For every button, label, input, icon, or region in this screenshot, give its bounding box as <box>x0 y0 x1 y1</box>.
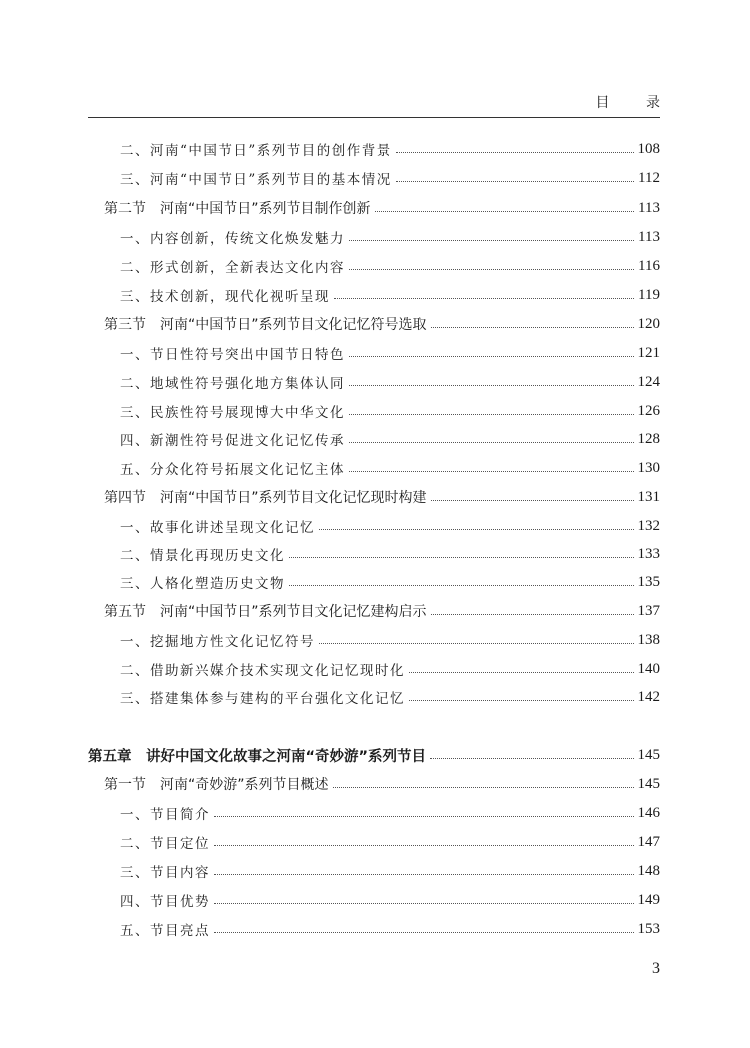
toc-entry-title: 一、内容创新，传统文化焕发魅力 <box>120 231 345 247</box>
dot-leader <box>214 932 634 933</box>
toc-entry-item <box>120 137 660 161</box>
dot-leader <box>334 298 634 299</box>
toc-entry-page: 108 <box>637 140 660 157</box>
toc-entry-page: 145 <box>637 746 660 763</box>
toc-entry-item <box>120 166 660 190</box>
toc-entry-page: 113 <box>638 199 660 216</box>
toc-entry-page: 135 <box>637 573 660 590</box>
toc-entry-title: 三、节目内容 <box>120 865 210 881</box>
toc-entry-title: 一、节目简介 <box>120 807 210 823</box>
toc-entry-item <box>120 254 660 278</box>
toc-entry-page: 119 <box>638 286 660 303</box>
toc-entry-section <box>104 485 660 509</box>
toc-entry-title: 四、新潮性符号促进文化记忆传承 <box>120 433 345 449</box>
toc-entry-title: 一、挖掘地方性文化记忆符号 <box>120 634 315 650</box>
dot-leader <box>396 181 634 182</box>
dot-leader <box>431 327 634 328</box>
toc-entry-page: 116 <box>638 257 660 274</box>
toc-entry-item <box>120 917 660 941</box>
toc-entry-page: 149 <box>637 891 660 908</box>
toc-entry-title: 五、分众化符号拓展文化记忆主体 <box>120 462 345 478</box>
dot-leader <box>349 414 634 415</box>
toc-entry-title: 第三节 河南“中国节日”系列节目文化记忆符号选取 <box>104 317 427 333</box>
toc-entry-item <box>120 225 660 249</box>
toc-entry-section <box>104 312 660 336</box>
toc-entry-section <box>104 196 660 220</box>
toc-entry-item <box>120 370 660 394</box>
toc-entry-chapter <box>88 743 660 767</box>
dot-leader <box>214 874 634 875</box>
toc-entry-page: 142 <box>637 688 660 705</box>
toc-entry-title: 二、形式创新，全新表达文化内容 <box>120 260 345 276</box>
dot-leader <box>214 816 634 817</box>
toc-entry-title: 一、故事化讲述呈现文化记忆 <box>120 520 315 536</box>
toc-entry-page: 128 <box>637 430 660 447</box>
dot-leader <box>214 845 634 846</box>
toc-entry-item <box>120 399 660 423</box>
toc-entry-page: 145 <box>637 775 660 792</box>
toc-entry-item <box>120 628 660 652</box>
toc-entry-page: 148 <box>637 862 660 879</box>
toc-entry-title: 三、搭建集体参与建构的平台强化文化记忆 <box>120 691 405 707</box>
toc-entry-page: 113 <box>638 228 660 245</box>
toc-entry-item <box>120 427 660 451</box>
toc-entry-page: 121 <box>637 344 660 361</box>
toc-entry-page: 112 <box>638 169 660 186</box>
toc-entry-title: 二、情景化再现历史文化 <box>120 548 285 564</box>
toc-entry-title: 第四节 河南“中国节日”系列节目文化记忆现时构建 <box>104 490 427 506</box>
toc-entry-page: 126 <box>637 402 660 419</box>
toc-entry-item <box>120 514 660 538</box>
toc-entry-section <box>104 599 660 623</box>
dot-leader <box>319 643 634 644</box>
toc-entry-title: 五、节目亮点 <box>120 923 210 939</box>
dot-leader <box>289 557 634 558</box>
page-number: 3 <box>652 960 660 977</box>
dot-leader <box>431 614 634 615</box>
toc-entry-item <box>120 283 660 307</box>
running-header-title: 目 录 <box>595 95 676 111</box>
toc-entry-item <box>120 456 660 480</box>
toc-entry-page: 138 <box>637 631 660 648</box>
dot-leader <box>349 442 634 443</box>
toc-entry-page: 131 <box>637 488 660 505</box>
toc-entry-page: 147 <box>637 833 660 850</box>
toc-entry-page: 133 <box>637 545 660 562</box>
toc-entry-page: 132 <box>637 517 660 534</box>
toc-entry-title: 三、人格化塑造历史文物 <box>120 576 285 592</box>
dot-leader <box>430 758 633 759</box>
toc-entry-title: 第五章 讲好中国文化故事之河南“奇妙游”系列节目 <box>88 748 427 765</box>
toc-entry-title: 二、借助新兴媒介技术实现文化记忆现时化 <box>120 663 405 679</box>
dot-leader <box>349 269 634 270</box>
dot-leader <box>349 471 634 472</box>
toc-entry-title: 三、民族性符号展现博大中华文化 <box>120 405 345 421</box>
toc-entry-item <box>120 859 660 883</box>
toc-entry-title: 二、节目定位 <box>120 836 210 852</box>
header-rule <box>88 117 660 118</box>
toc-entry-item <box>120 570 660 594</box>
dot-leader <box>375 211 635 212</box>
toc-entry-page: 146 <box>637 804 660 821</box>
dot-leader <box>319 529 634 530</box>
dot-leader <box>214 903 634 904</box>
toc-entry-page: 153 <box>637 920 660 937</box>
dot-leader <box>349 240 634 241</box>
toc-entry-item <box>120 830 660 854</box>
toc-entry-title: 一、节日性符号突出中国节日特色 <box>120 347 345 363</box>
dot-leader <box>409 672 634 673</box>
toc-entry-title: 四、节目优势 <box>120 894 210 910</box>
dot-leader <box>349 356 634 357</box>
dot-leader <box>431 500 634 501</box>
dot-leader <box>333 787 634 788</box>
toc-entry-title: 第二节 河南“中国节日”系列节目制作创新 <box>104 201 371 217</box>
dot-leader <box>396 152 634 153</box>
toc-entry-title: 三、河南“中国节日”系列节目的基本情况 <box>120 172 392 188</box>
toc-entry-section <box>104 772 660 796</box>
toc-entry-page: 124 <box>637 373 660 390</box>
toc-entry-page: 137 <box>637 602 660 619</box>
toc-entry-item <box>120 888 660 912</box>
toc-entry-title: 二、河南“中国节日”系列节目的创作背景 <box>120 143 392 159</box>
toc-entry-page: 130 <box>637 459 660 476</box>
toc-entry-page: 140 <box>637 660 660 677</box>
dot-leader <box>289 585 634 586</box>
toc-entry-item <box>120 801 660 825</box>
toc-entry-title: 三、技术创新，现代化视听呈现 <box>120 289 330 305</box>
toc-entry-item <box>120 542 660 566</box>
toc-entry-title: 二、地域性符号强化地方集体认同 <box>120 376 345 392</box>
toc-entry-page: 120 <box>637 315 660 332</box>
toc-entry-item <box>120 685 660 709</box>
toc-entry-title: 第五节 河南“中国节日”系列节目文化记忆建构启示 <box>104 604 427 620</box>
toc-entry-title: 第一节 河南“奇妙游”系列节目概述 <box>104 777 329 793</box>
dot-leader <box>409 700 634 701</box>
dot-leader <box>349 385 634 386</box>
toc-entry-item <box>120 657 660 681</box>
toc-entry-item <box>120 341 660 365</box>
